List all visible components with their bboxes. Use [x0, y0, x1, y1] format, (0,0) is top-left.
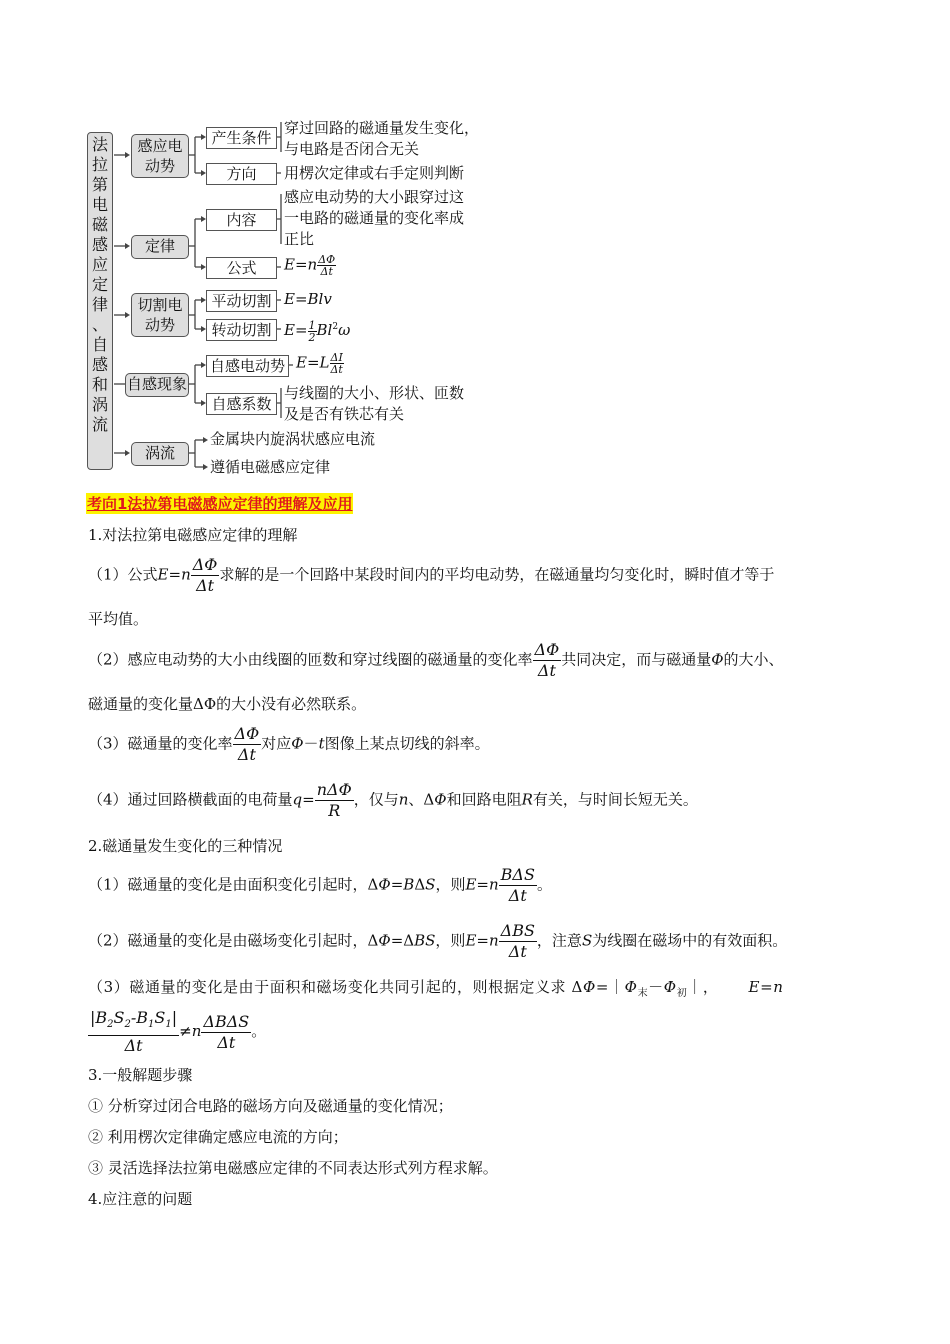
subsection-title: 2.磁通量发生变化的三种情况: [88, 837, 283, 855]
branch-label: 感应电动势: [137, 137, 183, 175]
sub-node: 自感电动势: [206, 355, 289, 377]
text: 有关，与时间长短无关。: [532, 790, 698, 809]
case-1: （1）磁通量的变化是由面积变化引起时，ΔΦ=BΔS，则E=n $\frac{\text{BΔS}}{\Delta t}$ 。: [88, 865, 552, 905]
paragraph-1: （1）公式E=n $\frac{\Delta\Phi}{\Delta t}$ 求解的是一个回路中某段时间内的平均电动势，在磁通量均匀变化时，瞬时值才等于: [88, 555, 775, 595]
text: （4）通过回路横截面的电荷量: [88, 790, 293, 809]
leaf-text: [284, 187, 464, 250]
leaf-text: 遵循电磁感应定律: [210, 458, 331, 476]
leaf-line: 用楞次定律或右手定则判断: [284, 164, 465, 182]
paragraph-4: （4）通过回路横截面的电荷量q= $\frac{\text{nΔΦ}}{R}$ ，仅与n、ΔΦ和回路电阻R有关，与时间长短无关。: [88, 780, 698, 820]
text: 共同决定，而与磁通量: [561, 650, 712, 669]
text: ，仅与: [353, 790, 399, 809]
branch-label: 定律: [144, 237, 175, 255]
fraction: $\frac{\text{nΔΦ}}{R}$: [316, 780, 352, 820]
paragraph-2: （2）感应电动势的大小由线圈的匝数和穿过线圈的磁通量的变化率 $\frac{\Delta\Phi}{\Delta t}$ 共同决定，而与磁通量Φ的大小、: [88, 640, 784, 680]
sub-node: 方向: [206, 163, 277, 185]
leaf-text: [284, 383, 464, 425]
branch-node-3: [131, 293, 189, 337]
step-1: ① 分析穿过闭合电路的磁场方向及磁通量的变化情况；: [88, 1097, 453, 1115]
branch-label: 切割电动势: [137, 296, 183, 334]
sub-node: 公式: [206, 257, 277, 279]
branch-label: 涡流: [144, 444, 175, 462]
fraction: $\frac{\Delta\Phi}{\Delta t}$: [192, 555, 218, 595]
text: ，注意: [536, 931, 582, 950]
leaf-text: [284, 163, 464, 184]
text: ，则: [435, 875, 466, 894]
text: 图像上某点切线的斜率。: [324, 734, 490, 753]
fraction: $\frac{\text{BΔS}}{\Delta t}$: [500, 865, 535, 905]
leaf-line: 感应电动势的大小跟穿过这: [284, 188, 465, 206]
text: 为线圈在磁场中的有效面积。: [592, 931, 788, 950]
fraction: $\frac{\text{ΔBS}}{\Delta t}$: [500, 921, 535, 961]
leaf-line: 穿过回路的磁通量发生变化，: [284, 119, 480, 137]
subsection-title: 3.一般解题步骤: [88, 1066, 193, 1084]
case-3: （3）磁通量的变化是由于面积和磁场变化共同引起的，则根据定义求 $\Delta\Phi=|\Phi_末-\Phi_初|$， E=n: [88, 978, 784, 999]
branch-node-4: [125, 373, 189, 397]
text: （1）公式: [88, 565, 158, 584]
leaf-text: 金属块内旋涡状感应电流: [210, 430, 376, 448]
paragraph-3: （3）磁通量的变化率 $\frac{\Delta\Phi}{\Delta t}$ 对应Φ－t图像上某点切线的斜率。: [88, 724, 490, 764]
leaf-line: 正比: [284, 230, 315, 248]
section-heading: 考向1法拉第电磁感应定律的理解及应用: [87, 495, 353, 513]
text: （2）感应电动势的大小由线圈的匝数和穿过线圈的磁通量的变化率: [88, 650, 533, 669]
text: （1）磁通量的变化是由面积变化引起时，: [88, 875, 368, 894]
fraction: $\frac{|B_2S_2-B_1S_1|}{\Delta t}$: [90, 1008, 178, 1056]
step-3: ③ 灵活选择法拉第电磁感应定律的不同表达形式列方程求解。: [88, 1159, 498, 1177]
step-2: ② 利用楞次定律确定感应电流的方向；: [88, 1128, 348, 1146]
fraction: $\frac{\Delta\Phi}{\Delta t}$: [534, 640, 560, 680]
sub-node: 内容: [206, 209, 277, 231]
sub-node: 转动切割: [206, 319, 277, 341]
formula-self-induction: E=L $\frac{\Delta I}{\Delta t}$: [296, 351, 343, 376]
case-3-formula: $\frac{|B_2S_2-B_1S_1|}{\Delta t}$ ≠n $\frac{\text{ΔBΔS}}{\Delta t}$ 。: [90, 1008, 267, 1056]
fraction: $\frac{\Delta\Phi}{\Delta t}$: [234, 724, 260, 764]
leaf-line: 一电路的磁通量的变化率成: [284, 209, 465, 227]
leaf-line: 与电路是否闭合无关: [284, 140, 420, 158]
leaf-line: 与线圈的大小、形状、匝数: [284, 384, 465, 402]
paragraph-1-cont: 平均值。: [88, 610, 149, 628]
subsection-title: 1.对法拉第电磁感应定律的理解: [88, 526, 298, 544]
text: （3）磁通量的变化是由于面积和磁场变化共同引起的，则根据定义求: [88, 978, 567, 996]
formula-rotation: E= $\frac{1}{2}$ Bl$^2$ω: [284, 318, 351, 344]
leaf-line: 及是否有铁芯有关: [284, 405, 405, 423]
text: （3）磁通量的变化率: [88, 734, 233, 753]
text: 。: [536, 875, 552, 894]
fraction: $\frac{\text{ΔBΔS}}{\Delta t}$: [203, 1011, 250, 1052]
formula-faraday: E=n $\frac{\Delta\Phi}{\Delta t}$: [284, 253, 336, 278]
sub-node: 产生条件: [206, 127, 277, 149]
text: 和回路电阻: [446, 790, 522, 809]
paragraph-2-cont: 磁通量的变化量ΔΦ的大小没有必然联系。: [88, 695, 367, 713]
mind-map: [85, 112, 505, 476]
text: 的大小、: [723, 650, 784, 669]
text: 求解的是一个回路中某段时间内的平均电动势，在磁通量均匀变化时，瞬时值才等于: [219, 565, 775, 584]
text: 。: [251, 1022, 267, 1041]
branch-node-5: [131, 442, 189, 466]
leaf-text: [284, 118, 479, 160]
mind-map-root: 法 拉 第 电 磁 感 应 定 律 、 自 感 和 涡 流: [87, 132, 113, 470]
subsection-title: 4.应注意的问题: [88, 1190, 193, 1208]
branch-label: 自感现象: [126, 375, 187, 393]
branch-node-1: [131, 134, 189, 178]
formula-translation: E=Blv: [284, 290, 332, 308]
sub-node: 平动切割: [206, 290, 277, 312]
case-2: （2）磁通量的变化是由磁场变化引起时，ΔΦ=ΔBS，则E=n $\frac{\text{ΔBS}}{\Delta t}$ ，注意S为线圈在磁场中的有效面积。: [88, 921, 788, 961]
sub-node: 自感系数: [206, 393, 277, 415]
text: 对应: [261, 734, 292, 753]
text: ，则: [435, 931, 466, 950]
branch-node-2: [131, 235, 189, 259]
text: （2）磁通量的变化是由磁场变化引起时，: [88, 931, 368, 950]
